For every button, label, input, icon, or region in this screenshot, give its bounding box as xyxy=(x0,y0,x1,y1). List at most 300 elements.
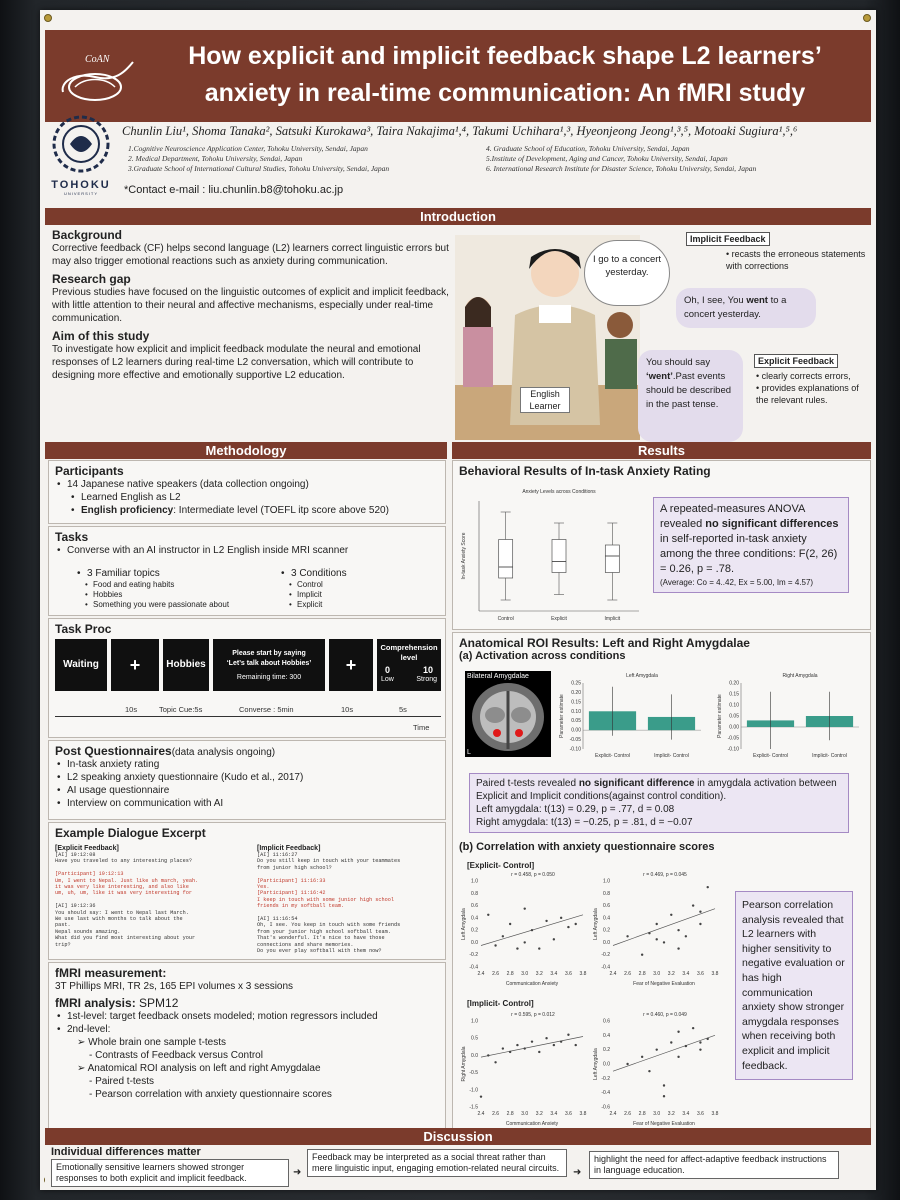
scatter-point xyxy=(502,1047,504,1049)
y-tick-label: 0.10 xyxy=(571,708,581,715)
x-axis-label: Communication Anxiety xyxy=(505,981,559,987)
condition-item: • Implicit xyxy=(287,590,429,600)
scatter-point xyxy=(641,954,643,956)
dialogue-line: You should say: I went to Nepal last March. xyxy=(55,909,189,916)
scatter-point xyxy=(677,1056,679,1058)
brain-label: Bilateral Amygdalae xyxy=(467,673,529,680)
x-tick-label: 2.8 xyxy=(506,971,514,977)
scatter-point xyxy=(545,1037,547,1039)
flow-duration: 10s xyxy=(125,705,138,714)
y-axis-label: Left Amygdala xyxy=(461,908,467,940)
x-tick-label: 2.8 xyxy=(506,1111,514,1117)
scatter-implicit-communication xyxy=(459,1009,589,1133)
scatter-point xyxy=(656,923,658,925)
affiliation: 1.Cognitive Neuroscience Application Center, Tohoku University, Sendai, Japan xyxy=(128,144,368,153)
scatter-explicit-fear xyxy=(591,869,721,993)
dialogue-line: [AI] 19:12:08 xyxy=(55,852,96,858)
x-tick-label: 3.6 xyxy=(564,971,572,977)
dialogue-line: We use last with months to talk about the xyxy=(55,916,183,923)
x-axis-label: Communication Anxiety xyxy=(505,1121,559,1127)
poster-title xyxy=(145,38,865,112)
x-tick-label: 2.6 xyxy=(624,971,632,977)
roi-subheading-a: (a) Activation across conditions xyxy=(459,650,626,662)
participants-item xyxy=(69,504,439,517)
y-tick-label: 1.0 xyxy=(603,878,610,885)
questionnaire-item: • AI usage questionnaire xyxy=(55,784,439,797)
implicit-feedback-desc: • recasts the erroneous statements with corrections xyxy=(726,249,866,271)
flow-high-label: Strong xyxy=(416,676,437,683)
pin-icon xyxy=(863,14,871,22)
x-tick-label: 3.4 xyxy=(550,971,558,977)
procedure-flow xyxy=(55,639,447,699)
right-amygdala-bar-chart xyxy=(715,669,865,767)
x-tick-label: 2.4 xyxy=(477,971,485,977)
x-tick-label: Implicit xyxy=(604,616,621,622)
x-tick-label: 3.8 xyxy=(711,971,719,977)
anova-average: (Average: Co = 4..42, Ex = 5.00, Im = 4.57) xyxy=(660,578,814,587)
topic-item: • Food and eating habits xyxy=(83,580,255,590)
scatter-point xyxy=(626,1063,628,1065)
participants-box xyxy=(48,460,446,524)
y-tick-label: 0.05 xyxy=(571,718,581,725)
scatter-point xyxy=(663,941,665,943)
y-tick-label: -0.2 xyxy=(601,1075,610,1082)
discussion-point-3: highlight the need for affect-adaptive feedback instructions in language education. xyxy=(589,1151,839,1179)
y-tick-label: 0.8 xyxy=(471,890,478,897)
y-tick-label: 0.2 xyxy=(603,1047,610,1054)
x-tick-label: 2.4 xyxy=(609,971,617,977)
flow-fixation: + xyxy=(111,639,159,691)
title-bar xyxy=(45,30,871,122)
explicit-dialogue xyxy=(55,845,245,948)
section-results: Results xyxy=(452,442,871,459)
x-tick-label: 3.6 xyxy=(564,1111,572,1117)
explicit-dialogue-heading: [Explicit Feedback] xyxy=(55,845,119,852)
fit-line xyxy=(481,1036,583,1057)
x-axis-label: Fear of Negative Evaluation xyxy=(633,1121,695,1127)
dialogue-line: [AI] 11:16:27 xyxy=(257,852,298,858)
scatter-point xyxy=(677,947,679,949)
scatter-point xyxy=(575,1044,577,1046)
scatter-point xyxy=(641,1056,643,1058)
y-tick-label: -0.6 xyxy=(601,1104,610,1111)
flow-duration: Topic Cue:5s xyxy=(159,705,203,714)
box-body xyxy=(605,545,619,573)
scatter-point xyxy=(677,1031,679,1033)
time-axis xyxy=(55,716,441,717)
topic-item: • Something you were passionate about xyxy=(83,600,255,610)
author-list: Chunlin Liu¹, Shoma Tanaka², Satsuki Kurokawa³, Taira Nakajima¹,⁴, Takumi Uchihara¹,³, Hyeonjeong Jeong¹,³,⁵, Motoaki Sugiura¹,⁵,⁶ xyxy=(122,124,798,138)
discussion-area xyxy=(45,1145,871,1187)
roi-heading: Anatomical ROI Results: Left and Right Amygdalae xyxy=(459,636,750,650)
paired-text-post: in amygdala activation between Explicit and Implicit conditions(against control condition). xyxy=(476,778,837,802)
dialogue-line: Do you still keep in touch with your teammates xyxy=(257,858,401,865)
analysis-sub-item: - Paired t-tests xyxy=(89,1076,155,1087)
affiliation: 4. Graduate School of Education, Tohoku University, Sendai, Japan xyxy=(486,144,690,153)
dialogue-line: [Participant] 11:16:33 xyxy=(257,877,326,884)
scatter-point xyxy=(567,926,569,928)
scatter-point xyxy=(656,938,658,940)
flow-low-number: 0 xyxy=(385,665,391,675)
gap-heading: Research gap xyxy=(52,272,131,286)
flow-converse xyxy=(213,639,325,691)
analysis-sub: ➢ Whole brain one sample t-tests - Contrasts of Feedback versus Control ➢ Anatomical ROI analysis on left and right Amygdalae - Paired t-tests - Pearson correlation with anxiety questionnaire scores xyxy=(77,1036,439,1101)
dialogue-line: Nepal sounds amazing. xyxy=(55,928,121,935)
x-tick-label: 2.4 xyxy=(477,1111,485,1117)
x-tick-label: 3.8 xyxy=(579,1111,587,1117)
scatter-point xyxy=(663,1084,665,1086)
x-tick-label: 2.4 xyxy=(609,1111,617,1117)
analysis-software: SPM12 xyxy=(135,996,179,1010)
x-tick-label: 3.2 xyxy=(667,971,675,977)
scatter-point xyxy=(545,920,547,922)
flow-comp-line1: Comprehension xyxy=(380,643,438,652)
flow-high-number: 10 xyxy=(422,665,433,675)
implicit-feedback-bubble xyxy=(676,288,816,328)
x-tick-label: Implicit- Control xyxy=(812,753,847,759)
x-tick-label: 3.8 xyxy=(711,1111,719,1117)
x-tick-label: Explicit- Control xyxy=(752,753,789,759)
dialogue-line: it was very like interesting, and also like xyxy=(55,884,189,891)
postq-title: Post Questionnaires xyxy=(55,744,172,758)
questionnaire-item: • Interview on communication with AI xyxy=(55,797,439,810)
box-body xyxy=(499,540,513,579)
flow-remaining: Remaining time: 300 xyxy=(236,674,302,681)
y-tick-label: 0.0 xyxy=(471,939,478,946)
y-tick-label: -0.05 xyxy=(569,737,581,744)
affiliation: 5.Institute of Development, Aging and Cancer, Tohoku University, Sendai, Japan xyxy=(486,154,728,163)
participants-item: • 14 Japanese native speakers (data collection ongoing) xyxy=(55,478,439,491)
scatter-point xyxy=(531,929,533,931)
x-tick-label: 2.8 xyxy=(638,1111,646,1117)
implicit-dialogue-heading: [Implicit Feedback] xyxy=(257,845,321,852)
arrow-right-icon: ➜ xyxy=(293,1167,302,1178)
section-introduction: Introduction xyxy=(45,208,871,225)
analysis-sub-item: Anatomical ROI analysis on left and right Amygdalae xyxy=(87,1063,321,1074)
x-tick-label: 2.6 xyxy=(624,1111,632,1117)
scatter-point xyxy=(509,1051,511,1053)
gap-text: Previous studies have focused on the linguistic outcomes of explicit and implicit feedback, with little attention to their neural and affective mechanisms, especially under real-time communication. xyxy=(52,287,449,324)
x-tick-label: Explicit xyxy=(551,616,567,622)
scatter-stat: r = 0.460, p = 0.049 xyxy=(643,1012,687,1018)
scatter-point xyxy=(524,907,526,909)
implicit-bubble-pre: Oh, I see, You xyxy=(684,295,747,306)
y-tick-label: 0.6 xyxy=(471,903,478,910)
dialogue-line: Yes. xyxy=(257,884,270,891)
scatter-point xyxy=(560,917,562,919)
implicit-feedback-tag: Implicit Feedback xyxy=(686,232,770,246)
scatter-point xyxy=(553,1044,555,1046)
y-axis-label: Parameter estimate xyxy=(559,694,565,738)
flow-duration: Converse : 5min xyxy=(239,705,294,714)
discussion-point-1: Emotionally sensitive learners showed stronger responses to both explicit and implicit feedback. xyxy=(51,1159,289,1187)
flow-duration: 5s xyxy=(399,705,407,714)
scatter-point xyxy=(648,932,650,934)
explicit-bubble-bold: ‘went’ xyxy=(646,371,673,382)
scatter-point xyxy=(692,1027,694,1029)
section-methodology: Methodology xyxy=(45,442,447,459)
scatter-point xyxy=(567,1034,569,1036)
task-procedure-box xyxy=(48,618,446,738)
scatter-point xyxy=(560,1040,562,1042)
analysis-sub-item: Whole brain one sample t-tests xyxy=(88,1037,227,1048)
dialogue-line: That's wonderful. It's nice to have those xyxy=(257,935,385,942)
arrow-right-icon: ➜ xyxy=(573,1167,582,1178)
flow-scale-labels xyxy=(377,675,441,685)
implicit-dialogue-text xyxy=(257,852,443,955)
scatter-point xyxy=(494,1061,496,1063)
proficiency-value: : Intermediate level (TOEFL itp score above 520) xyxy=(173,505,389,516)
implicit-desc-text: recasts the erroneous statements with corrections xyxy=(726,249,866,271)
explicit-desc-2: provides explanations of the relevant rules. xyxy=(756,383,859,405)
anova-text-post: in self-reported in-task anxiety among the three conditions: F(2, 26) = 0.26, p = .78. xyxy=(660,533,838,575)
x-tick-label: 2.6 xyxy=(492,971,500,977)
dialogue-box xyxy=(48,822,446,960)
flow-comprehension xyxy=(377,639,441,691)
y-tick-label: -0.2 xyxy=(601,952,610,959)
x-tick-label: 3.6 xyxy=(696,1111,704,1117)
tasks-box xyxy=(48,526,446,616)
analysis-item: • 1st-level: target feedback onsets modeled; motion regressors included xyxy=(55,1010,439,1023)
scatter-stat: r = 0.469, p = 0.045 xyxy=(643,872,687,878)
dialogue-line: [Participant] 11:16:42 xyxy=(257,890,326,897)
y-tick-label: 1.0 xyxy=(471,1018,478,1025)
y-tick-label: 0.0 xyxy=(603,939,610,946)
condition-item: • Control xyxy=(287,580,429,590)
y-tick-label: 0.15 xyxy=(729,691,739,698)
flow-start-line1: Please start by saying xyxy=(232,650,306,657)
y-tick-label: 0.00 xyxy=(729,724,739,731)
explicit-panel-label: [Explicit- Control] xyxy=(467,861,535,870)
questionnaire-item: • L2 speaking anxiety questionnaire (Kudo et al., 2017) xyxy=(55,771,439,784)
intro-text xyxy=(52,228,452,382)
y-tick-label: 0.0 xyxy=(603,1061,610,1068)
scatter-point xyxy=(656,1048,658,1050)
scatter-point xyxy=(524,1047,526,1049)
x-tick-label: Control xyxy=(497,616,514,622)
x-tick-label: 2.8 xyxy=(638,971,646,977)
y-tick-label: 0.4 xyxy=(471,915,478,922)
explicit-feedback-bubble xyxy=(638,350,743,442)
dialogue-line: [AI] 11:16:54 xyxy=(257,916,298,923)
university-logo xyxy=(48,114,114,196)
explicit-feedback-tag: Explicit Feedback xyxy=(754,354,838,368)
behavioral-results-box xyxy=(452,460,871,630)
analysis-heading xyxy=(55,996,439,1010)
dialogue-line: trip? xyxy=(55,941,71,948)
x-tick-label: 3.8 xyxy=(579,971,587,977)
analysis-item: • 2nd-level: xyxy=(55,1023,439,1036)
affiliations-left xyxy=(128,144,498,174)
x-tick-label: Explicit- Control xyxy=(594,753,631,759)
scatter-point xyxy=(575,923,577,925)
dialogue-heading: Example Dialogue Excerpt xyxy=(55,826,206,840)
topics-list xyxy=(75,567,255,610)
flow-start-line2: ‘Let’s talk about Hobbies’ xyxy=(226,660,312,667)
analysis-sub-item: - Pearson correlation with anxiety questionnaire scores xyxy=(89,1089,332,1100)
pearson-summary: Pearson correlation analysis revealed that L2 learners with higher sensitivity to negative evaluation or has high communication anxiety show stronger amygdala responses when receiving both explicit and implicit feedback. xyxy=(735,891,853,1080)
tasks-item: • Converse with an AI instructor in L2 English inside MRI scanner xyxy=(55,544,439,557)
scatter-stat: r = 0.458, p = 0.050 xyxy=(511,872,555,878)
dialogue-line: connections and share memories. xyxy=(257,941,354,948)
dialogue-line: What did you find most interesting about your xyxy=(55,935,196,942)
scatter-point xyxy=(699,911,701,913)
y-tick-label: 0.15 xyxy=(571,699,581,706)
postq-note: (data analysis ongoing) xyxy=(171,747,276,758)
paired-text-pre: Paired t-tests revealed xyxy=(476,778,579,789)
fmri-text: 3T Phillips MRI, TR 2s, 165 EPI volumes x 3 sessions xyxy=(55,981,294,992)
y-tick-label: 0.5 xyxy=(471,1035,478,1042)
paired-right: Right amygdala: t(13) = −0.25, p = .81, d = −0.07 xyxy=(476,817,693,828)
chart-title: Anxiety Levels across Conditions xyxy=(522,489,596,495)
y-tick-label: -1.0 xyxy=(469,1087,478,1094)
discussion-heading: Individual differences matter xyxy=(51,1146,201,1158)
y-tick-label: -0.4 xyxy=(469,964,478,971)
scatter-point xyxy=(509,923,511,925)
scatter-point xyxy=(699,1048,701,1050)
dialogue-line: um, uh, um, like it was very interesting for xyxy=(55,890,192,897)
topic-item: • Hobbies xyxy=(83,590,255,600)
roi-subheading-b: (b) Correlation with anxiety questionnaire scores xyxy=(459,841,715,853)
university-sub: UNIVERSITY xyxy=(63,191,98,196)
fmri-box xyxy=(48,962,446,1134)
conditions-heading: • 3 Conditions xyxy=(279,567,429,580)
y-tick-label: -0.4 xyxy=(601,1090,610,1097)
y-tick-label: 0.6 xyxy=(603,903,610,910)
explicit-bubble-post: .Past events should be described in the past tense. xyxy=(646,371,732,410)
scatter-point xyxy=(480,1095,482,1097)
aim-text: To investigate how explicit and implicit feedback modulate the neural and emotional responses of L2 learners during real-time L2 conversation, which will contribute to designing more effective and emotionally supportive L2 education. xyxy=(52,344,421,381)
topics-heading: • 3 Familiar topics xyxy=(75,567,255,580)
flow-fixation: + xyxy=(329,639,373,691)
flow-topic-cue: Hobbies xyxy=(163,639,209,691)
university-name: TOHOKU xyxy=(51,179,111,191)
y-axis-label: Right Amygdala xyxy=(461,1046,467,1082)
affiliations-right xyxy=(486,144,866,174)
y-tick-label: -0.10 xyxy=(569,746,581,753)
explicit-desc-1: clearly corrects errors, xyxy=(761,371,851,381)
x-tick-label: 2.6 xyxy=(492,1111,500,1117)
y-tick-label: 0.2 xyxy=(471,927,478,934)
y-tick-label: 0.6 xyxy=(603,1018,610,1025)
x-tick-label: 3.0 xyxy=(521,971,529,977)
flow-comp-line2: level xyxy=(400,653,418,662)
background-text: Corrective feedback (CF) helps second language (L2) learners correct linguistic errors but may also trigger emotional reactions such as anxiety during communication. xyxy=(52,243,449,267)
y-tick-label: 0.00 xyxy=(571,727,581,734)
lab-logo-icon xyxy=(55,42,145,108)
y-tick-label: 0.4 xyxy=(603,1032,610,1039)
participants-heading: Participants xyxy=(55,464,124,478)
y-tick-label: 0.8 xyxy=(603,890,610,897)
participants-item: • Learned English as L2 xyxy=(69,491,439,504)
pin-icon xyxy=(44,14,52,22)
scatter-point xyxy=(487,1054,489,1056)
anxiety-boxplot xyxy=(457,483,647,629)
scatter-point xyxy=(699,923,701,925)
dialogue-line: Do you ever play softball with them now? xyxy=(257,948,382,955)
y-tick-label: -0.5 xyxy=(469,1070,478,1077)
scatter-point xyxy=(692,904,694,906)
contact-email: *Contact e-mail : liu.chunlin.b8@tohoku.ac.jp xyxy=(124,184,344,196)
analysis-sub-item: - Contrasts of Feedback versus Control xyxy=(89,1050,263,1061)
scatter-point xyxy=(531,1040,533,1042)
background-heading: Background xyxy=(52,228,123,242)
flow-duration: 10s xyxy=(341,705,354,714)
questionnaire-item: • In-task anxiety rating xyxy=(55,758,439,771)
y-tick-label: 0.20 xyxy=(729,680,739,687)
scatter-point xyxy=(670,914,672,916)
tasks-heading: Tasks xyxy=(55,530,89,544)
scatter-point xyxy=(516,947,518,949)
dialogue-line: Have you traveled to any interesting places? xyxy=(55,858,192,865)
dialogue-line: I keep in touch with some junior high school xyxy=(257,896,394,903)
affiliation: 2. Medical Department, Tohoku University, Sendai, Japan xyxy=(128,154,303,163)
y-tick-label: -0.2 xyxy=(469,952,478,959)
flow-low-label: Low xyxy=(381,676,394,683)
y-tick-label: 0.05 xyxy=(729,713,739,720)
scatter-point xyxy=(502,935,504,937)
chart-title: Right Amygdala xyxy=(782,673,818,679)
left-amygdala-bar-chart xyxy=(557,669,707,767)
fit-line xyxy=(613,909,715,946)
section-discussion: Discussion xyxy=(45,1128,871,1145)
dialogue-line: Oh, I see. You keep in touch with some friends xyxy=(257,922,401,929)
explicit-bubble-pre: You should say xyxy=(646,357,711,368)
discussion-point-2: Feedback may be interpreted as a social threat rather than mere linguistic input, engaging emotion-related neural circuits. xyxy=(307,1149,567,1177)
implicit-panel-label: [Implicit- Control] xyxy=(467,999,534,1008)
y-axis-label: Parameter estimate xyxy=(717,694,723,738)
scatter-stat: r = 0.595, p = 0.012 xyxy=(511,1012,555,1018)
y-axis-label: In-task Anxiety Score xyxy=(461,532,467,580)
condition-item: • Explicit xyxy=(287,600,429,610)
paired-t-summary xyxy=(469,773,849,833)
x-tick-label: 3.4 xyxy=(682,1111,690,1117)
chart-title: Left Amygdala xyxy=(626,673,658,679)
paired-left: Left amygdala: t(13) = 0.29, p = .77, d = 0.08 xyxy=(476,804,675,815)
scatter-point xyxy=(516,1044,518,1046)
x-axis-label: Fear of Negative Evaluation xyxy=(633,981,695,987)
scatter-point xyxy=(553,938,555,940)
anova-text-pre: A repeated-measures ANOVA revealed xyxy=(660,503,805,530)
y-tick-label: 0.20 xyxy=(571,689,581,696)
scatter-point xyxy=(685,1045,687,1047)
learner-speech-bubble: I go to a concert yesterday. xyxy=(584,240,670,306)
post-questionnaire-heading xyxy=(55,744,439,758)
scatter-point xyxy=(524,941,526,943)
scatter-implicit-fear xyxy=(591,1009,721,1133)
flow-waiting: Waiting xyxy=(55,639,107,691)
scatter-point xyxy=(487,914,489,916)
learner-label: English Learner xyxy=(520,387,570,413)
behavioral-heading: Behavioral Results of In-task Anxiety Rating xyxy=(459,464,711,478)
scatter-point xyxy=(707,1038,709,1040)
scatter-point xyxy=(538,947,540,949)
time-label: Time xyxy=(413,723,430,732)
dialogue-line: Um, I went to Nepal. Just like uh march, yeah. xyxy=(55,877,199,884)
y-tick-label: 1.0 xyxy=(471,878,478,885)
x-tick-label: Implicit- Control xyxy=(654,753,689,759)
x-tick-label: 3.0 xyxy=(653,971,661,977)
x-tick-label: 3.4 xyxy=(550,1111,558,1117)
y-tick-label: -0.05 xyxy=(727,735,739,742)
conditions-list xyxy=(279,567,429,610)
dialogue-line: past. xyxy=(55,922,71,929)
implicit-dialogue xyxy=(257,845,443,955)
task-proc-heading: Task Proc xyxy=(55,622,112,636)
roi-results-box xyxy=(452,632,871,1144)
y-tick-label: -1.5 xyxy=(469,1104,478,1111)
paired-text-bold: no significant difference xyxy=(578,778,695,789)
